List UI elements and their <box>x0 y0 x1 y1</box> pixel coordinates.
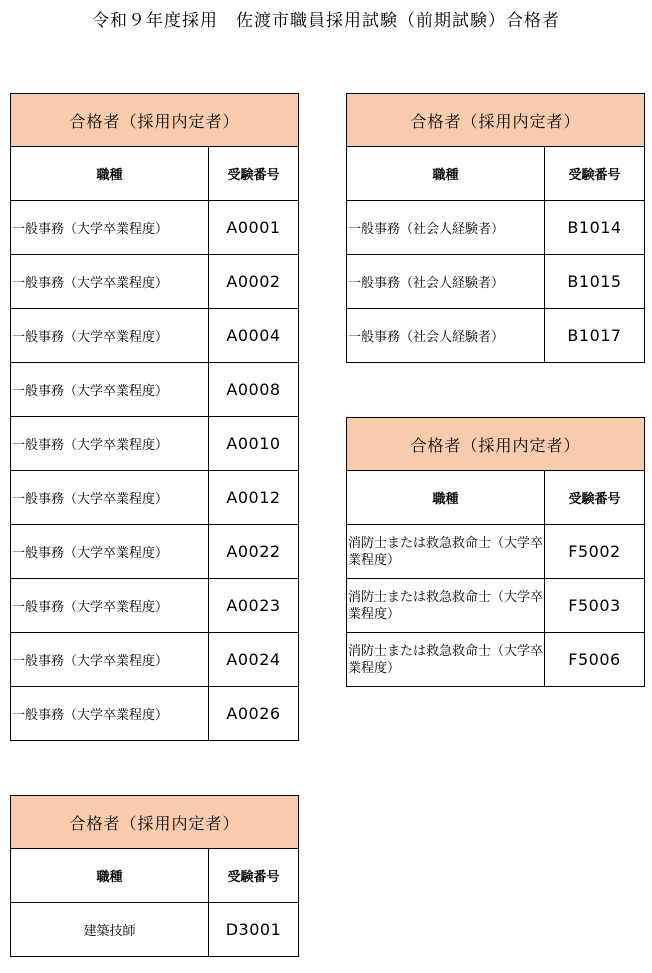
table-caption: 合格者（採用内定者） <box>347 94 645 147</box>
job-cell: 一般事務（社会人経験者） <box>347 255 545 309</box>
table-row <box>11 525 299 579</box>
table-row <box>347 309 645 363</box>
table-header-row <box>347 147 645 201</box>
column-header-job: 職種 <box>11 147 209 201</box>
table-caption: 合格者（採用内定者） <box>11 796 299 849</box>
exam-number-cell: A0023 <box>209 579 299 633</box>
exam-number-cell: A0012 <box>209 471 299 525</box>
job-cell: 一般事務（大学卒業程度） <box>11 687 209 741</box>
exam-number-cell: A0008 <box>209 363 299 417</box>
column-header-job: 職種 <box>347 147 545 201</box>
results-table-firefighter <box>346 417 645 687</box>
job-cell: 一般事務（大学卒業程度） <box>11 471 209 525</box>
table-row <box>347 633 645 687</box>
exam-number-cell: B1014 <box>545 201 645 255</box>
page-title: 令和９年度採用 佐渡市職員採用試験（前期試験）合格者 <box>92 11 560 31</box>
table-row <box>347 525 645 579</box>
table-row <box>347 201 645 255</box>
exam-number-cell: A0026 <box>209 687 299 741</box>
job-cell: 消防士または救急救命士（大学卒業程度） <box>347 633 545 687</box>
table-row <box>11 255 299 309</box>
job-cell: 一般事務（大学卒業程度） <box>11 363 209 417</box>
column-header-job: 職種 <box>11 849 209 903</box>
table-caption-row <box>347 94 645 147</box>
table-row <box>11 309 299 363</box>
table-caption-row <box>347 418 645 471</box>
job-cell: 消防士または救急救命士（大学卒業程度） <box>347 525 545 579</box>
table-header-row <box>11 849 299 903</box>
table-row <box>347 255 645 309</box>
exam-number-cell: A0002 <box>209 255 299 309</box>
column-header-number: 受験番号 <box>209 849 299 903</box>
table-header-row <box>347 471 645 525</box>
table-row <box>11 903 299 957</box>
table-row <box>11 579 299 633</box>
job-cell: 一般事務（大学卒業程度） <box>11 417 209 471</box>
table-row <box>11 201 299 255</box>
results-table-architect <box>10 795 299 957</box>
table-caption-row <box>11 796 299 849</box>
table-caption-row <box>11 94 299 147</box>
job-cell: 一般事務（大学卒業程度） <box>11 255 209 309</box>
exam-number-cell: A0022 <box>209 525 299 579</box>
job-cell: 一般事務（大学卒業程度） <box>11 579 209 633</box>
table-caption: 合格者（採用内定者） <box>11 94 299 147</box>
exam-number-cell: A0004 <box>209 309 299 363</box>
column-header-job: 職種 <box>347 471 545 525</box>
table-row <box>11 363 299 417</box>
exam-number-cell: F5006 <box>545 633 645 687</box>
exam-number-cell: D3001 <box>209 903 299 957</box>
exam-number-cell: A0001 <box>209 201 299 255</box>
job-cell: 一般事務（大学卒業程度） <box>11 201 209 255</box>
table-row <box>11 687 299 741</box>
job-cell: 消防士または救急救命士（大学卒業程度） <box>347 579 545 633</box>
job-cell: 一般事務（大学卒業程度） <box>11 633 209 687</box>
results-table-general-experienced <box>346 93 645 363</box>
exam-number-cell: A0024 <box>209 633 299 687</box>
job-cell: 一般事務（大学卒業程度） <box>11 309 209 363</box>
job-cell: 一般事務（社会人経験者） <box>347 201 545 255</box>
job-cell: 一般事務（大学卒業程度） <box>11 525 209 579</box>
exam-number-cell: B1015 <box>545 255 645 309</box>
table-row <box>11 633 299 687</box>
exam-number-cell: B1017 <box>545 309 645 363</box>
column-header-number: 受験番号 <box>545 147 645 201</box>
column-header-number: 受験番号 <box>209 147 299 201</box>
column-header-number: 受験番号 <box>545 471 645 525</box>
table-row <box>347 579 645 633</box>
exam-number-cell: A0010 <box>209 417 299 471</box>
exam-number-cell: F5002 <box>545 525 645 579</box>
job-cell: 建築技師 <box>11 903 209 957</box>
exam-number-cell: F5003 <box>545 579 645 633</box>
table-caption: 合格者（採用内定者） <box>347 418 645 471</box>
job-cell: 一般事務（社会人経験者） <box>347 309 545 363</box>
table-row <box>11 417 299 471</box>
table-row <box>11 471 299 525</box>
table-header-row <box>11 147 299 201</box>
results-table-general-univ <box>10 93 299 741</box>
